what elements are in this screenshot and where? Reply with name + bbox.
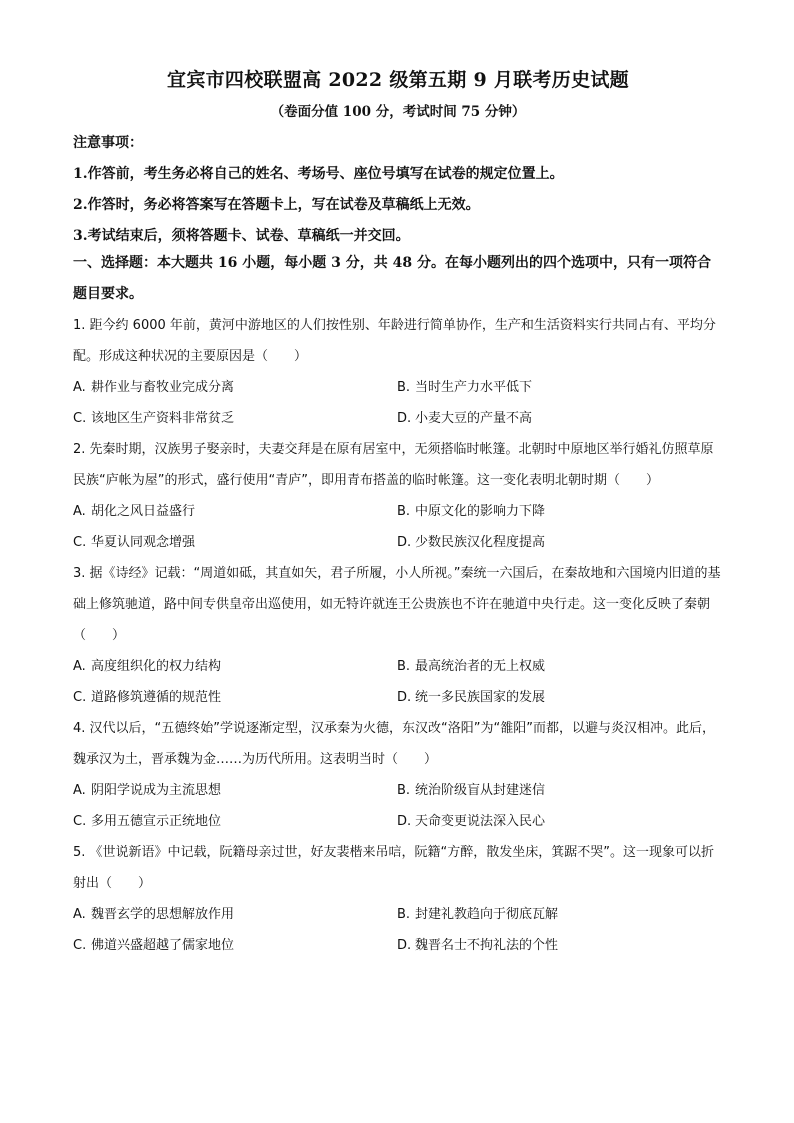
- option-text: 阴阳学说成为主流思想: [91, 783, 222, 798]
- option-b: [397, 372, 723, 403]
- option-letter: C.: [73, 690, 87, 705]
- option-letter: B.: [397, 504, 411, 519]
- option-text: 最高统治者的无上权威: [415, 659, 546, 674]
- option-d: [397, 930, 723, 961]
- option-letter: A.: [73, 380, 86, 395]
- option-text: 少数民族汉化程度提高: [415, 535, 546, 550]
- option-letter: D.: [397, 411, 412, 426]
- question-options: [73, 651, 723, 713]
- option-a: [73, 496, 397, 527]
- question-stem: 5. 《世说新语》中记载，阮籍母亲过世，好友裴楷来吊唁，阮籍“方醉，散发坐床，箕踞不哭”。这一现象可以折射出（ ）: [73, 845, 715, 891]
- option-d: [397, 806, 723, 837]
- section-heading: 一、选择题：本大题共 16 小题，每小题 3 分，共 48 分。在每小题列出的四个选项中，只有一项符合题目要求。: [73, 255, 711, 302]
- question-stem: 2. 先秦时期，汉族男子娶亲时，夫妻交拜是在原有居室中，无须搭临时帐篷。北朝时中原地区举行婚礼仿照草原民族“庐帐为屋”的形式，盛行使用“青庐”，即用青布搭盖的临时帐篷。这一变化表明北朝时期（ ）: [73, 442, 714, 488]
- option-b: [397, 899, 723, 930]
- option-text: 魏晋玄学的思想解放作用: [91, 907, 235, 922]
- option-a: [73, 775, 397, 806]
- option-b: [397, 775, 723, 806]
- notice-item-3: 3.考试结束后，须将答题卡、试卷、草稿纸一并交回。: [73, 228, 410, 244]
- option-letter: B.: [397, 907, 411, 922]
- option-letter: C.: [73, 535, 87, 550]
- option-text: 中原文化的影响力下降: [415, 504, 546, 519]
- question-1: [73, 310, 723, 434]
- question-4: [73, 713, 723, 837]
- question-2: [73, 434, 723, 558]
- option-letter: D.: [397, 814, 412, 829]
- option-a: [73, 899, 397, 930]
- option-text: 当时生产力水平低下: [415, 380, 533, 395]
- option-letter: D.: [397, 690, 412, 705]
- question-options: [73, 496, 723, 558]
- option-text: 该地区生产资料非常贫乏: [91, 411, 235, 426]
- question-options: [73, 372, 723, 434]
- option-text: 胡化之风日益盛行: [91, 504, 196, 519]
- option-letter: D.: [397, 938, 412, 953]
- option-d: [397, 403, 723, 434]
- question-options: [73, 899, 723, 961]
- option-c: [73, 403, 397, 434]
- option-c: [73, 682, 397, 713]
- option-a: [73, 372, 397, 403]
- option-text: 封建礼教趋向于彻底瓦解: [415, 907, 559, 922]
- option-a: [73, 651, 397, 682]
- option-d: [397, 682, 723, 713]
- option-text: 耕作业与畜牧业完成分离: [91, 380, 235, 395]
- option-text: 高度组织化的权力结构: [91, 659, 222, 674]
- option-text: 多用五德宣示正统地位: [91, 814, 222, 829]
- option-letter: C.: [73, 411, 87, 426]
- option-letter: D.: [397, 535, 412, 550]
- option-letter: C.: [73, 938, 87, 953]
- option-text: 魏晋名士不拘礼法的个性: [415, 938, 559, 953]
- option-c: [73, 527, 397, 558]
- option-letter: A.: [73, 659, 86, 674]
- exam-subtitle: （卷面分值 100 分，考试时间 75 分钟）: [270, 104, 526, 120]
- option-text: 统一多民族国家的发展: [415, 690, 546, 705]
- notice-heading: 注意事项：: [73, 135, 143, 151]
- option-letter: A.: [73, 783, 86, 798]
- question-5: [73, 837, 723, 961]
- notice-item-2: 2.作答时，务必将答案写在答题卡上，写在试卷及草稿纸上无效。: [73, 197, 480, 213]
- exam-page: [73, 66, 723, 961]
- option-b: [397, 651, 723, 682]
- option-text: 佛道兴盛超越了儒家地位: [91, 938, 235, 953]
- option-text: 华夏认同观念增强: [91, 535, 196, 550]
- option-text: 道路修筑遵循的规范性: [91, 690, 222, 705]
- question-stem: 3. 据《诗经》记载：“周道如砥，其直如矢，君子所履，小人所视。”秦统一六国后，在秦故地和六国境内旧道的基础上修筑驰道，路中间专供皇帝出巡使用，如无特许就连王公贵族也不许在驰道中央行走。这一变化反映了秦朝（ ）: [73, 566, 721, 643]
- option-letter: B.: [397, 380, 411, 395]
- option-text: 天命变更说法深入民心: [415, 814, 546, 829]
- question-options: [73, 775, 723, 837]
- option-letter: C.: [73, 814, 87, 829]
- option-letter: B.: [397, 659, 411, 674]
- question-3: [73, 558, 723, 713]
- notice-item-1: 1.作答前，考生务必将自己的姓名、考场号、座位号填写在试卷的规定位置上。: [73, 166, 564, 182]
- option-d: [397, 527, 723, 558]
- exam-title: 宜宾市四校联盟高 2022 级第五期 9 月联考历史试题: [167, 69, 629, 91]
- option-text: 小麦大豆的产量不高: [415, 411, 533, 426]
- option-letter: B.: [397, 783, 411, 798]
- option-letter: A.: [73, 907, 86, 922]
- question-stem: 1. 距今约 6000 年前，黄河中游地区的人们按性别、年龄进行简单协作，生产和生活资料实行共同占有、平均分配。形成这种状况的主要原因是（ ）: [73, 318, 716, 364]
- option-c: [73, 806, 397, 837]
- option-letter: A.: [73, 504, 86, 519]
- question-stem: 4. 汉代以后，“五德终始”学说逐渐定型，汉承秦为火德，东汉改“洛阳”为“雒阳”而都，以避与炎汉相冲。此后，魏承汉为土，晋承魏为金……为历代所用。这表明当时（ ）: [73, 721, 715, 767]
- option-text: 统治阶级盲从封建迷信: [415, 783, 546, 798]
- option-c: [73, 930, 397, 961]
- option-b: [397, 496, 723, 527]
